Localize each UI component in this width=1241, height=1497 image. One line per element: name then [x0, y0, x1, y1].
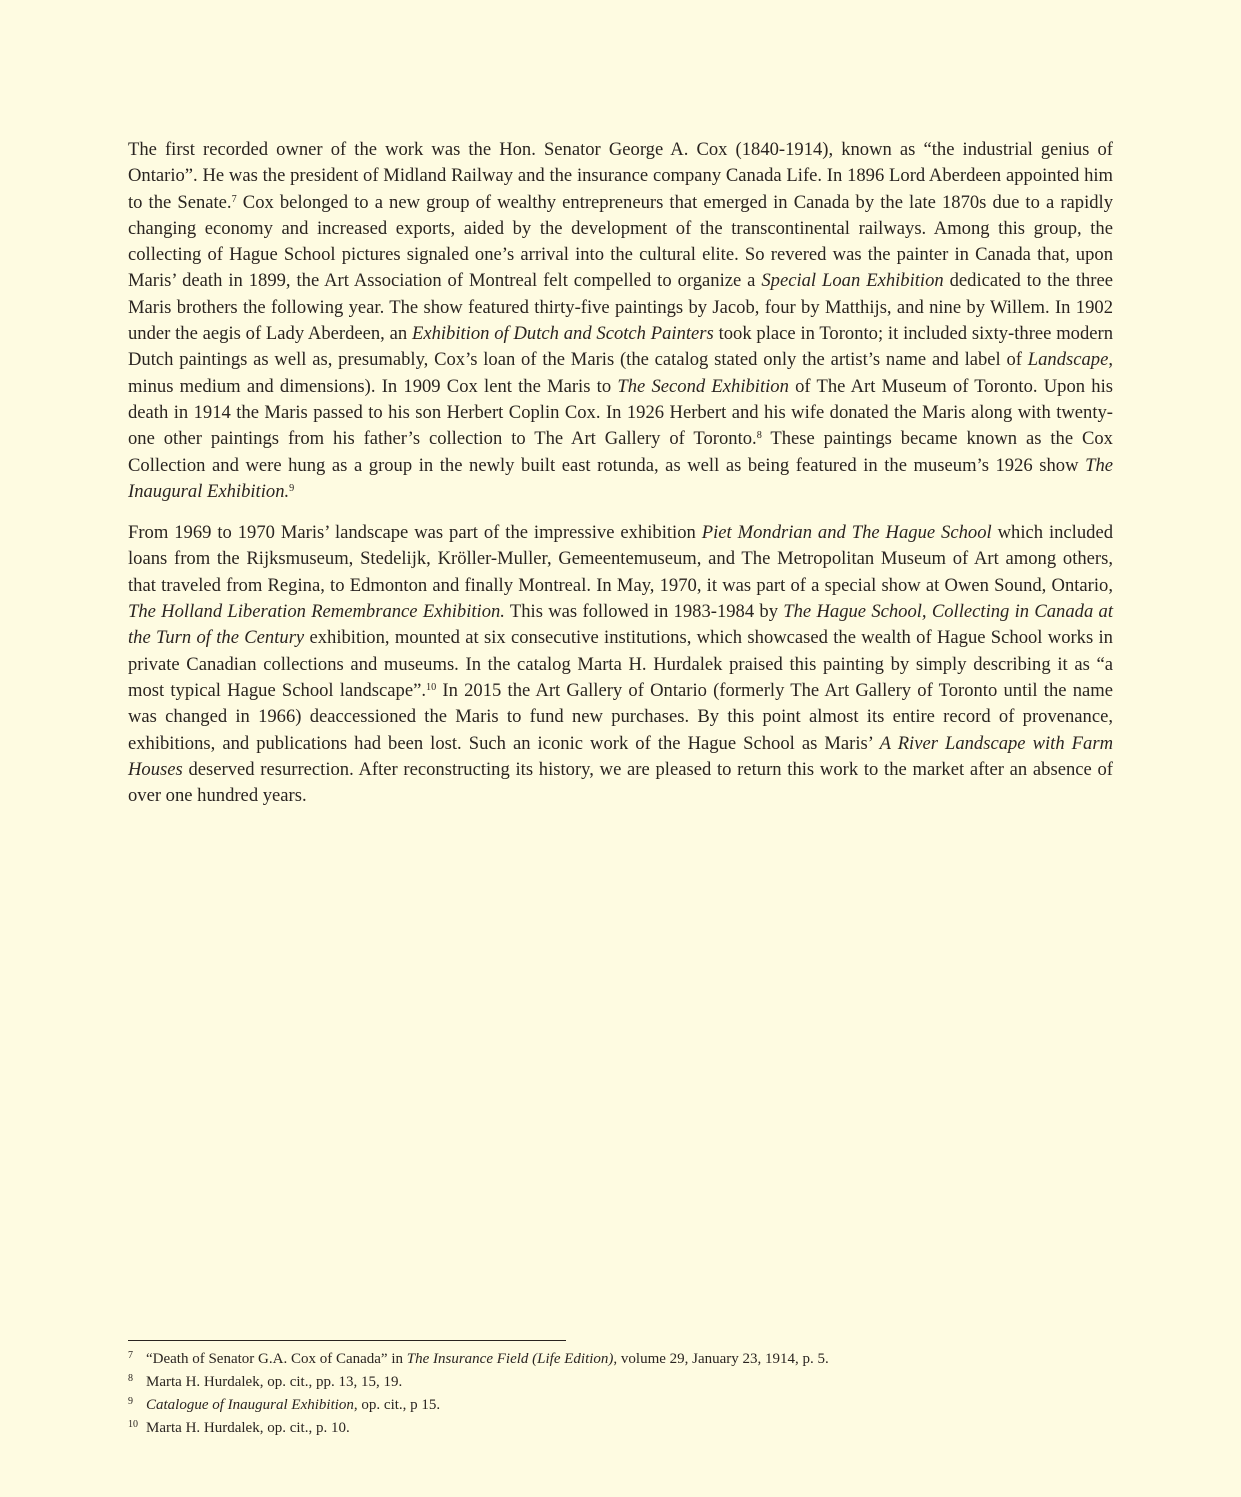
italic-title: Exhibition of Dutch and Scotch Painters: [411, 323, 714, 345]
italic-title: Piet Mondrian and The Hague School: [701, 522, 992, 544]
footnotes: [128, 1346, 1128, 1438]
italic-title: The Holland Liberation Remembrance Exhibition.: [128, 601, 505, 623]
footnote-number: 7: [128, 1350, 133, 1361]
footnote: [128, 1415, 1128, 1438]
text-run: These paintings became known as the Cox Collection and were hung as a group in the newly built east rotunda, as well as being featured in the museum’s 1926 show: [128, 428, 1113, 476]
text-run: dedicated to the three Maris brothers the following year. The show featured thirty-five paintings by Jacob, four by Matthijs, and nine by Willem. In 1902 under the aegis of Lady Aberdeen, an: [128, 270, 1113, 345]
italic-title: Catalogue of Inaugural Exhibition: [146, 1397, 354, 1413]
text-run: of The Art Museum of Toronto. Upon his death in 1914 the Maris passed to his son Herbert Coplin Cox. In 1926 Herbert and his wife donated the Maris along with twenty-one other paintings from his father’s collection to The Art Gallery of Toronto.: [128, 375, 1113, 450]
paragraph: [128, 520, 1113, 809]
italic-title: A River Landscape with Farm Houses: [128, 732, 1113, 780]
italic-title: The Second Exhibition: [617, 375, 789, 397]
footnote-divider: [128, 1340, 566, 1341]
italic-title: The Hague School, Collecting in Canada at the Turn of the Century: [128, 601, 1113, 649]
text-run: Cox belonged to a new group of wealthy entrepreneurs that emerged in Canada by the late 1870s due to a rapidly changing economy and increased exports, aided by the development of the transcontinental railways. Among this group, the collecting of Hague School pictures signaled one’s arrival into the cultural elite. So revered was the painter in Canada that, upon Maris’ death in 1899, the Art Association of Montreal felt compelled to organize a: [128, 191, 1114, 292]
footnote-reference: 8: [756, 430, 762, 442]
text-run: “Death of Senator G.A. Cox of Canada” in: [146, 1351, 407, 1367]
text-run: In 2015 the Art Gallery of Ontario (formerly The Art Gallery of Toronto until the name was changed in 1966) deaccessioned the Maris to fund new purchases. By this point almost its entire record of provenance, exhibitions, and publications had been lost. Such an iconic work of the Hague School as Maris’: [128, 679, 1113, 754]
italic-title: Landscape: [1027, 349, 1109, 371]
italic-title: Special Loan Exhibition: [761, 270, 944, 292]
text-run: which included loans from the Rijksmuseum, Stedelijk, Kröller-Muller, Gemeentemuseum, and The Metropolitan Museum of Art among others, that traveled from Regina, to Edmonton and finally Montreal. In May, 1970, it was part of a special show at Owen Sound, Ontario,: [128, 522, 1113, 596]
italic-title: The Insurance Field (Life Edition): [406, 1351, 614, 1367]
footnote-reference: 9: [289, 482, 295, 494]
italic-title: The Inaugural Exhibition.: [128, 454, 1113, 502]
text-run: Marta H. Hurdalek, op. cit., p. 10.: [146, 1420, 350, 1436]
text-run: Marta H. Hurdalek, op. cit., pp. 13, 15, 19.: [146, 1374, 403, 1390]
text-run: took place in Toronto; it included sixty-three modern Dutch paintings as well as, presumably, Cox’s loan of the Maris (the catalog stated only the artist’s name and label of: [128, 323, 1113, 371]
paragraph: [128, 137, 1113, 505]
text-run: This was followed in 1983-1984 by: [504, 601, 784, 623]
footnote: [128, 1392, 1128, 1415]
text-run: , volume 29, January 23, 1914, p. 5.: [613, 1351, 829, 1367]
footnote-number: 8: [128, 1373, 133, 1384]
text-run: The first recorded owner of the work was the Hon. Senator George A. Cox (1840-1914), known as “the industrial genius of Ontario”. He was the president of Midland Railway and the insurance company Canada Life. In 1896 Lord Aberdeen appointed him to the Senate.: [128, 139, 1113, 213]
text-run: exhibition, mounted at six consecutive institutions, which showcased the wealth of Hague School works in private Canadian collections and museums. In the catalog Marta H. Hurdalek praised this painting by simply describing it as “a most typical Hague School landscape”.: [128, 627, 1113, 701]
footnote-number: 10: [128, 1419, 138, 1430]
footnote: [128, 1369, 1128, 1392]
text-run: , minus medium and dimensions). In 1909 Cox lent the Maris to: [128, 349, 1113, 397]
text-run: From 1969 to 1970 Maris’ landscape was part of the impressive exhibition: [128, 522, 702, 544]
footnote-reference: 7: [231, 193, 237, 205]
footnote-number: 9: [128, 1396, 133, 1407]
text-run: deserved resurrection. After reconstructing its history, we are pleased to return this work to the market after an absence of over one hundred years.: [128, 758, 1113, 807]
body-text: [128, 137, 1113, 824]
footnote-reference: 10: [426, 681, 437, 693]
text-run: , op. cit., p 15.: [353, 1397, 441, 1413]
footnote: [128, 1346, 1128, 1369]
